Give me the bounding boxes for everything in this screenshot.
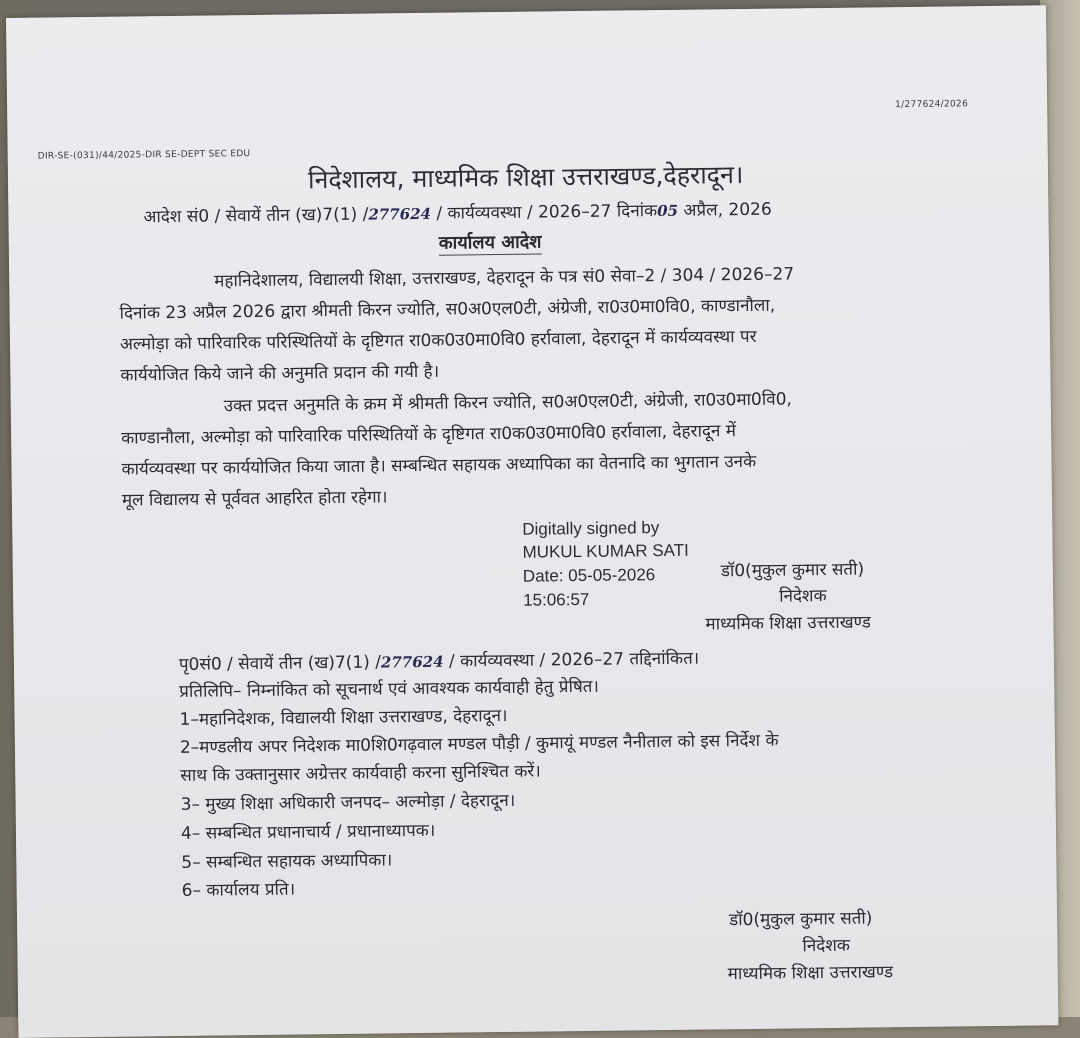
copy-item-4: 4– सम्बन्धित प्रधानाचार्य / प्रधानाध्यापक। (180, 820, 436, 844)
order-suffix: अप्रैल, 2026 (677, 199, 772, 221)
para2-line-4: मूल विद्यालय से पूर्ववत आहरित होता रहेगा। (121, 487, 388, 511)
signatory-designation: निदेशक (779, 586, 827, 607)
digital-signature-line-3: Date: 05-05-2026 (522, 565, 656, 586)
para2-line-1: उक्त प्रदत्त अनुमति के क्रम में श्रीमती किरन ज्योति, स0अ0एल0टी, अंग्रेजी, रा0उ0मा0वि0, (223, 389, 792, 417)
digital-signature-line-4: 15:06:57 (523, 589, 590, 610)
bottom-signatory-department: माध्यमिक शिक्षा उत्तराखण्ड (727, 962, 894, 985)
order-reference-line (143, 199, 772, 228)
endorsement-suffix: / कार्यव्यवस्था / 2026–27 तद्दिनांकित। (443, 648, 700, 672)
bottom-signatory-designation: निदेशक (802, 935, 851, 957)
handwritten-endorsement-number: 277624 (380, 652, 444, 672)
para1-line-3: अल्मोड़ा को पारिवारिक परिस्थितियों के दृष्टिगत रा0क0उ0मा0वि0 हर्रावाला, देहरादून में कार्यव्यवस्था पर (119, 326, 757, 355)
para1-line-1: महानिदेशालय, विद्यालयी शिक्षा, उत्तराखण्ड, देहरादून के पत्र सं0 सेवा–2 / 304 / 2026–27 (214, 264, 795, 292)
para1-line-4: कार्ययोजित किये जाने की अनुमति प्रदान की गयी है। (120, 361, 440, 386)
bottom-signatory-name: डॉ0(मुकुल कुमार सती) (728, 908, 873, 931)
digital-signature-line-2: MUKUL KUMAR SATI (522, 540, 689, 562)
copy-intro: प्रतिलिपि– निम्नांकित को सूचनार्थ एवं आवश्यक कार्यवाही हेतु प्रेषित। (179, 676, 600, 702)
signatory-department: माध्यमिक शिक्षा उत्तराखण्ड (705, 612, 871, 635)
order-prefix: आदेश सं0 / सेवायें तीन (ख)7(1) / (143, 204, 369, 228)
digital-signature-line-1: Digitally signed by (522, 518, 660, 539)
endorsement-prefix: पृ0सं0 / सेवायें तीन (ख)7(1) / (178, 652, 382, 675)
order-heading (439, 233, 542, 252)
handwritten-day: 05 (657, 201, 679, 221)
order-middle: / कार्यव्यवस्था / 2026–27 दिनांक (430, 201, 658, 224)
handwritten-order-number: 277624 (368, 204, 432, 224)
endorsement-line (178, 648, 700, 675)
para2-line-2: काण्डानौला, अल्मोड़ा को पारिवारिक परिस्थितियों के दृष्टिगत रा0क0उ0मा0वि0 हर्रावाला, देहरादून में (121, 421, 737, 449)
reference-number-top-right: 1/277624/2026 (895, 99, 969, 111)
document-page (6, 5, 1058, 1038)
copy-item-6: 6– कार्यालय प्रति। (181, 879, 296, 901)
para2-line-3: कार्यव्यवस्था पर कार्ययोजित किया जाता है। सम्बन्धित सहायक अध्यापिका का वेतनादि का भुगतान उनके (121, 451, 757, 480)
order-heading-text: कार्यालय आदेश (438, 231, 542, 254)
copy-item-3: 3– मुख्य शिक्षा अधिकारी जनपद– अल्मोड़ा / देहरादून। (180, 790, 516, 815)
office-title: निदेशालय, माध्यमिक शिक्षा उत्तराखण्ड,देहरादून। (307, 160, 744, 195)
reference-number-top-left: DIR-SE-(031)/44/2025-DIR SE-DEPT SEC EDU (37, 149, 251, 162)
copy-item-2-continued: साथ कि उक्तानुसार अग्रेत्तर कार्यवाही करना सुनिश्चित करें। (180, 761, 541, 786)
para1-line-2: दिनांक 23 अप्रैल 2026 द्वारा श्रीमती किरन ज्योति, स0अ0एल0टी, अंग्रेजी, रा0उ0मा0वि0, काण्डानौला, (119, 295, 776, 324)
signatory-name: डॉ0(मुकुल कुमार सती) (720, 559, 865, 582)
copy-item-5: 5– सम्बन्धित सहायक अध्यापिका। (181, 850, 393, 873)
copy-item-1: 1–महानिदेशक, विद्यालयी शिक्षा उत्तराखण्ड, देहरादून। (179, 705, 508, 730)
copy-item-2: 2–मण्डलीय अपर निदेशक मा0शि0गढ़वाल मण्डल पौड़ी / कुमायूं मण्डल नैनीताल को इस निर्देश के (179, 730, 779, 758)
